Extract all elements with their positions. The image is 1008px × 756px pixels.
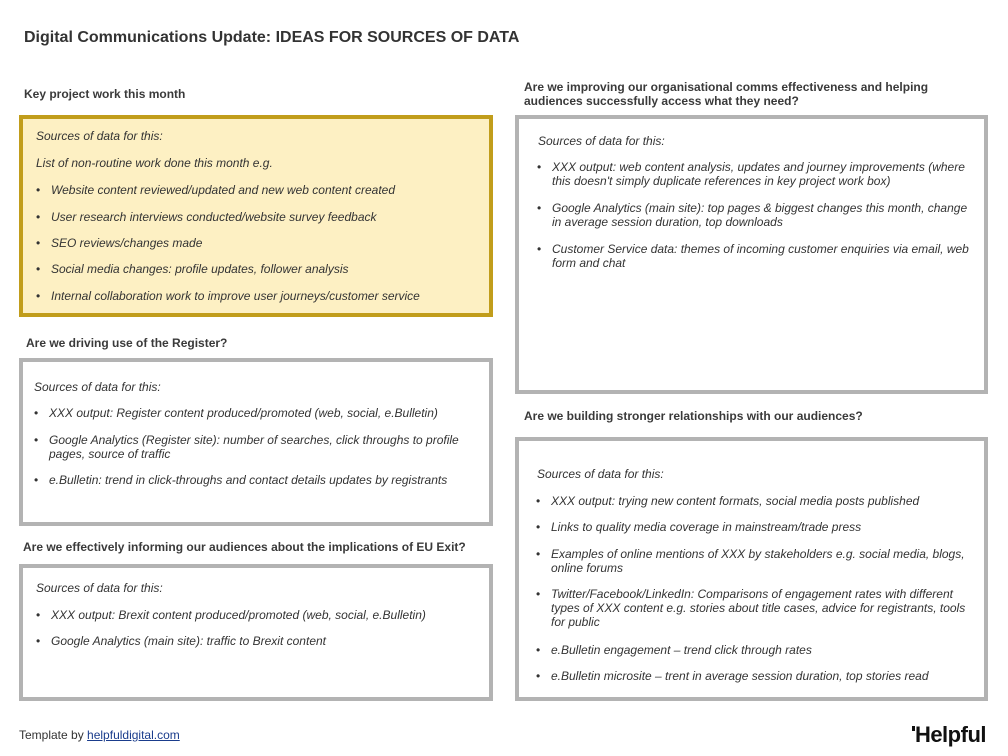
register-label: Sources of data for this: (34, 380, 161, 394)
list-item: • Google Analytics (Register site): number of searches, click throughs to profile pages, source of traffic (34, 433, 479, 461)
key-project-intro: List of non-routine work done this month e.g. (36, 156, 273, 170)
comms-effectiveness-box (515, 115, 988, 394)
list-item: • XXX output: trying new content formats, social media posts published (536, 494, 976, 508)
list-item: • Google Analytics (main site): top pages & biggest changes this month, change in average session duration, top downloads (537, 201, 972, 229)
key-project-label: Sources of data for this: (36, 129, 163, 143)
list-item: • e.Bulletin engagement – trend click through rates (536, 643, 976, 657)
list-item: • XXX output: Register content produced/promoted (web, social, e.Bulletin) (34, 406, 479, 420)
key-project-heading: Key project work this month (24, 87, 186, 101)
relationships-box (515, 437, 988, 701)
list-item: • e.Bulletin microsite – trent in average session duration, top stories read (536, 669, 976, 683)
list-item: • Social media changes: profile updates, follower analysis (36, 262, 491, 276)
footer (19, 728, 180, 742)
helpful-logo (912, 722, 986, 748)
relationships-label: Sources of data for this: (537, 467, 664, 481)
list-item: • Twitter/Facebook/LinkedIn: Comparisons of engagement rates with different types of XXX content e.g. stories about title cases, advice for registrants, tools for public (536, 587, 976, 629)
list-item: • Website content reviewed/updated and new web content created (36, 183, 491, 197)
footer-link[interactable]: helpfuldigital.com (87, 728, 180, 742)
list-item: • SEO reviews/changes made (36, 236, 491, 250)
relationships-heading: Are we building stronger relationships with our audiences? (524, 409, 863, 423)
list-item: • e.Bulletin: trend in click-throughs and contact details updates by registrants (34, 473, 479, 487)
comms-effectiveness-label: Sources of data for this: (538, 134, 665, 148)
register-heading: Are we driving use of the Register? (26, 336, 228, 350)
eu-exit-heading: Are we effectively informing our audiences about the implications of EU Exit? (23, 540, 466, 554)
list-item: • Examples of online mentions of XXX by stakeholders e.g. social media, blogs, online forums (536, 547, 976, 575)
comms-effectiveness-heading: Are we improving our organisational comms effectiveness and helping audiences successfully access what they need? (524, 80, 929, 108)
page-title: Digital Communications Update: IDEAS FOR SOURCES OF DATA (24, 29, 520, 46)
logo-text: Helpful (914, 722, 986, 747)
list-item: • Internal collaboration work to improve user journeys/customer service (36, 289, 491, 303)
eu-exit-box (19, 564, 493, 701)
list-item: • XXX output: web content analysis, updates and journey improvements (where this doesn't simply duplicate references in key project work box) (537, 160, 972, 188)
eu-exit-label: Sources of data for this: (36, 581, 163, 595)
key-project-box (19, 115, 493, 317)
register-box (19, 358, 493, 526)
list-item: • Google Analytics (main site): traffic to Brexit content (36, 634, 481, 648)
footer-prefix: Template by (19, 728, 88, 742)
list-item: • Customer Service data: themes of incoming customer enquiries via email, web form and chat (537, 242, 972, 270)
list-item: • XXX output: Brexit content produced/promoted (web, social, e.Bulletin) (36, 608, 481, 622)
list-item: • User research interviews conducted/website survey feedback (36, 210, 491, 224)
list-item: • Links to quality media coverage in mainstream/trade press (536, 520, 976, 534)
